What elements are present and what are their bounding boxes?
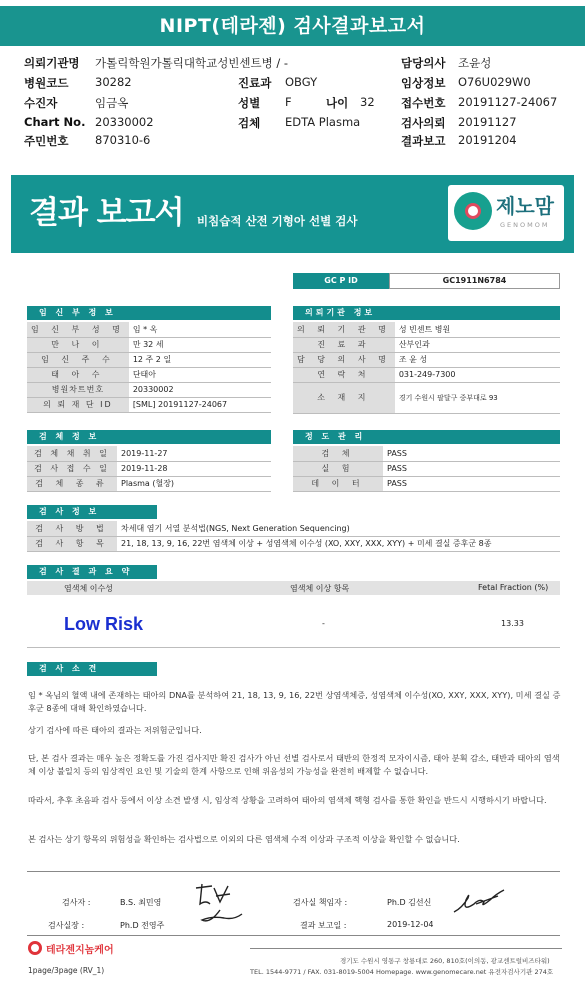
- table-row: [27, 446, 271, 461]
- chart-no-value: 20330002: [95, 115, 154, 129]
- opinion-paragraph-2: 상기 검사에 따른 태아의 결과는 저위험군입니다.: [28, 725, 202, 735]
- report-banner-subtitle: 비침습적 산전 기형아 선별 검사: [197, 214, 358, 228]
- chief-label: 검사실장 :: [48, 921, 85, 930]
- sample-label: 검 체 종 류: [27, 476, 117, 491]
- specimen-value: EDTA Plasma: [285, 115, 361, 129]
- opinion-paragraph-5: 본 검사는 상기 항목의 위험성을 확인하는 검사법으로 이외의 다른 염색체 수적 이상과 구조적 이상을 확인할 수 없습니다.: [28, 834, 460, 844]
- age-value: 32: [360, 95, 375, 109]
- institution-value: 산부인과: [395, 337, 560, 352]
- test-value: 21, 18, 13, 9, 16, 22번 염색체 이상 + 성염색체 이수성 (XO, XXY, XXX, XYY) + 미세 결실 증후군 8종: [117, 536, 560, 551]
- tester-signature-image: [190, 880, 250, 932]
- sample-label: 검 사 접 수 일: [27, 461, 117, 476]
- footer-address: 경기도 수원시 영통구 창룡대로 260, 810호(이의동, 광교센트럴비즈타워): [340, 957, 550, 965]
- institution-label: 담 당 의 사 명: [293, 352, 395, 367]
- hospital-code-value: 30282: [95, 75, 132, 89]
- pregnancy-label: 태 아 수: [27, 367, 129, 382]
- header-row-hospital-code: [0, 75, 585, 94]
- genomom-logo-sub: GENOMOM: [500, 221, 550, 229]
- qc-table: [293, 446, 560, 492]
- pregnancy-value: 임 * 옥: [129, 322, 271, 337]
- summary-col-abnormal: 염색체 이상 항목: [290, 584, 350, 593]
- test-label: 검 사 방 법: [27, 521, 117, 536]
- patient-label: 수진자: [24, 96, 58, 110]
- pregnancy-value: 단태아: [129, 367, 271, 382]
- patient-value: 임금옥: [95, 96, 129, 110]
- sample-value: 2019-11-28: [117, 461, 271, 476]
- footer-contact: TEL. 1544-9771 / FAX. 031-8019-5004 Homepage. www.genomecare.net 유전자검사기관 274호: [250, 968, 554, 976]
- table-row: [293, 476, 560, 491]
- summary-divider: [27, 647, 560, 648]
- institution-value: 성 빈센트 병원: [395, 322, 560, 337]
- opinion-paragraph-4: 따라서, 추후 초음파 검사 등에서 이상 소견 발생 시, 임상적 상황을 고려하여 태아의 염색체 핵형 검사를 통한 확인을 반드시 시행하시기 바랍니다.: [28, 795, 547, 805]
- pregnancy-label: 병원차트번호: [27, 382, 129, 397]
- table-row: [27, 382, 271, 397]
- section-opinion-head: 검 사 소 견: [27, 662, 157, 676]
- receipt-no-value: 20191127-24067: [458, 95, 558, 109]
- signature-bottom-line: [27, 935, 560, 936]
- table-row: [27, 337, 271, 352]
- doctor-value: 조윤성: [458, 56, 492, 70]
- chart-no-label: Chart No.: [24, 115, 86, 129]
- genomom-logo-name: 제노맘: [496, 194, 554, 218]
- table-row: [27, 521, 560, 536]
- test-value: 차세대 염기 서열 분석법(NGS, Next Generation Sequencing): [117, 521, 560, 536]
- opinion-paragraph-1: 임 * 옥님의 혈액 내에 존재하는 태아의 DNA를 분석하여 21, 18, 13, 9, 16, 22번 상염색체증, 성염색체 이수성(XO, XXY, XXX, XYY), 미세 결실 증후군 8종에 대해 확인하였습니다.: [28, 690, 561, 713]
- table-row: [293, 461, 560, 476]
- receipt-no-label: 접수번호: [401, 96, 446, 110]
- request-date-label: 검사의뢰: [401, 116, 446, 130]
- institution-table: [293, 322, 560, 414]
- table-row: [27, 536, 560, 551]
- institution-value: 경기 수원시 팔달구 중부대로 93: [395, 382, 560, 413]
- institution-label: 진 료 과: [293, 337, 395, 352]
- pregnancy-label: 임 신 주 수: [27, 352, 129, 367]
- section-pregnancy-head: 임 신 부 정 보: [27, 306, 271, 320]
- specimen-label: 검체: [238, 116, 261, 130]
- sample-value: Plasma (혈장): [117, 476, 271, 491]
- institution-label: 의뢰기관명: [24, 56, 80, 70]
- table-row: [293, 322, 560, 337]
- tester-label: 검사자 :: [62, 898, 91, 907]
- table-row: [27, 476, 271, 491]
- institution-label: 의 뢰 기 관 명: [293, 322, 395, 337]
- table-row: [27, 461, 271, 476]
- section-qc-head: 정 도 관 리: [293, 430, 560, 444]
- header-row-chart: [0, 115, 585, 134]
- clinical-info-label: 임상정보: [401, 76, 446, 90]
- resident-no-label: 주민번호: [24, 134, 69, 148]
- department-value: OBGY: [285, 75, 318, 89]
- result-low-risk: Low Risk: [64, 614, 144, 634]
- gcpid-value: GC1911N6784: [389, 273, 560, 289]
- sample-table: [27, 446, 271, 492]
- result-fetal-fraction: 13.33: [501, 619, 524, 628]
- table-row: [293, 382, 560, 413]
- header-row-institution: [0, 55, 585, 74]
- result-abnormal-items: -: [322, 619, 325, 628]
- sample-value: 2019-11-27: [117, 446, 271, 461]
- pregnancy-value: 20330002: [129, 382, 271, 397]
- table-row: [27, 322, 271, 337]
- responsible-name: Ph.D 김선신: [387, 898, 432, 907]
- chief-name: Ph.D 전영주: [120, 921, 165, 930]
- responsible-signature-image: [450, 882, 510, 922]
- genomom-logo: [448, 185, 564, 241]
- report-date-sig-label: 결과 보고일 :: [300, 921, 347, 930]
- responsible-label: 검사실 책임자 :: [293, 898, 348, 907]
- institution-value: 031-249-7300: [395, 367, 560, 382]
- genomom-logo-icon: [454, 192, 492, 230]
- summary-col-aneuploidy: 염색체 이수성: [64, 584, 113, 593]
- resident-no-value: 870310-6: [95, 133, 151, 147]
- qc-label: 검 체: [293, 446, 383, 461]
- opinion-paragraph-3: 단, 본 검사 결과는 매우 높은 정확도를 가진 검사지만 확진 검사가 아닌 선별 검사로서 태반의 한정적 모자이시즘, 태아 분획 감소, 태반과 태아의 염색체 이상 불일치 등의 임상적인 요인 및 기술의 한계 사항으로 인해 위음성의 가능성을 완전히 배제할 수 없습니다.: [28, 753, 560, 776]
- pregnancy-label: 임 신 부 성 명: [27, 322, 129, 337]
- qc-value: PASS: [383, 446, 560, 461]
- footer-divider: [250, 948, 562, 949]
- header-row-resident-no: [0, 133, 585, 152]
- clinical-info-value: O76U029W0: [458, 75, 531, 89]
- department-label: 진료과: [238, 76, 272, 90]
- report-banner: [11, 175, 574, 253]
- hospital-code-label: 병원코드: [24, 76, 69, 90]
- sex-label: 성별: [238, 96, 261, 110]
- test-label: 검 사 항 목: [27, 536, 117, 551]
- summary-col-fetal-fraction: Fetal Fraction (%): [478, 583, 549, 592]
- table-row: [293, 367, 560, 382]
- institution-label: 소 재 지: [293, 382, 395, 413]
- pregnancy-value: 만 32 세: [129, 337, 271, 352]
- sex-value: F: [285, 95, 292, 109]
- page-number: 1page/3page (RV_1): [28, 966, 105, 975]
- report-banner-title: 결과 보고서: [29, 195, 184, 231]
- institution-label: 연 락 처: [293, 367, 395, 382]
- summary-header: [27, 581, 560, 595]
- section-summary-head: 검 사 결 과 요 약: [27, 565, 157, 579]
- sample-label: 검 체 채 취 일: [27, 446, 117, 461]
- table-row: [293, 446, 560, 461]
- qc-label: 데 이 터: [293, 476, 383, 491]
- report-title-bar: NIPT(테라젠) 검사결과보고서: [0, 6, 585, 46]
- table-row: [293, 337, 560, 352]
- institution-value: 가톨릭학원가톨릭대학교성빈센트병 / -: [95, 56, 289, 70]
- terragen-logo-text: 테라젠지놈케어: [46, 945, 114, 956]
- report-date-label: 결과보고: [401, 134, 446, 148]
- gcpid-label: GC P ID: [293, 273, 389, 289]
- terragen-logo-icon: [28, 941, 42, 955]
- pregnancy-table: [27, 322, 271, 413]
- pregnancy-value: [SML] 20191127-24067: [129, 397, 271, 412]
- request-date-value: 20191127: [458, 115, 517, 129]
- section-sample-head: 검 체 정 보: [27, 430, 271, 444]
- report-date-sig-value: 2019-12-04: [387, 920, 434, 929]
- pregnancy-label: 의 뢰 재 단 ID: [27, 397, 129, 412]
- test-table: [27, 521, 560, 552]
- header-row-patient: [0, 95, 585, 114]
- section-test-head: 검 사 정 보: [27, 505, 157, 519]
- qc-label: 실 험: [293, 461, 383, 476]
- table-row: [27, 367, 271, 382]
- age-label: 나이: [326, 96, 349, 110]
- signature-top-line: [27, 871, 560, 872]
- doctor-label: 담당의사: [401, 56, 446, 70]
- qc-value: PASS: [383, 461, 560, 476]
- pregnancy-value: 12 주 2 일: [129, 352, 271, 367]
- table-row: [293, 352, 560, 367]
- qc-value: PASS: [383, 476, 560, 491]
- pregnancy-label: 만 나 이: [27, 337, 129, 352]
- table-row: [27, 397, 271, 412]
- table-row: [27, 352, 271, 367]
- section-institution-head: 의뢰기관 정보: [293, 306, 560, 320]
- tester-name: B.S. 최민영: [120, 898, 162, 907]
- institution-value: 조 윤 성: [395, 352, 560, 367]
- report-date-value: 20191204: [458, 133, 517, 147]
